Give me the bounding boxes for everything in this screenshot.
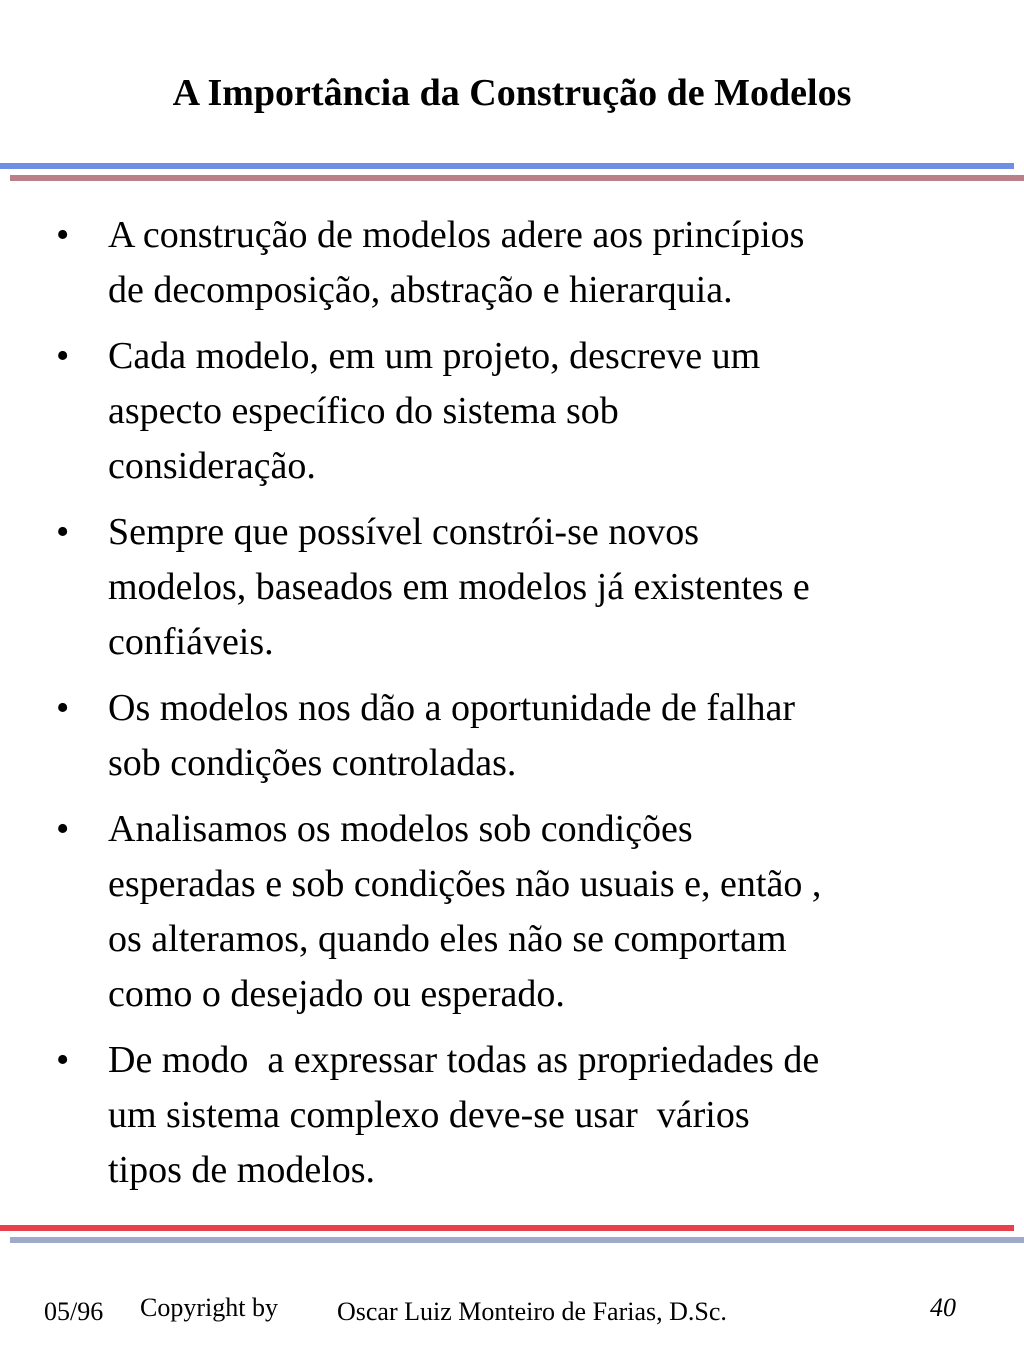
bullet-text-line: De modo a expressar todas as propriedades de <box>108 1039 820 1081</box>
bullet-marker: • <box>56 687 70 729</box>
bullet-text-line: aspecto específico do sistema sob <box>108 390 619 432</box>
bullet-text-line: modelos, baseados em modelos já existentes e <box>108 566 810 608</box>
bullet-text-line: Analisamos os modelos sob condições <box>108 808 693 850</box>
bullet-text-line: A construção de modelos adere aos princípios <box>108 214 805 256</box>
bullet-text-line: consideração. <box>108 445 316 487</box>
footer-author: Oscar Luiz Monteiro de Farias, D.Sc. <box>337 1297 727 1326</box>
bullet-marker: • <box>56 511 70 553</box>
bullet-text-line: confiáveis. <box>108 621 274 663</box>
bullet-text-line: esperadas e sob condições não usuais e, então , <box>108 863 822 905</box>
footer-date: 05/96 <box>44 1297 104 1326</box>
bullet-text-line: Os modelos nos dão a oportunidade de falhar <box>108 687 795 729</box>
bullet-text-line: um sistema complexo deve-se usar vários <box>108 1094 750 1136</box>
bullet-text-line: Cada modelo, em um projeto, descreve um <box>108 335 761 377</box>
bottom-divider-red <box>0 1225 1014 1231</box>
bullet-marker: • <box>56 335 70 377</box>
bullet-list <box>0 208 1024 1209</box>
bullet-item <box>0 329 1024 494</box>
bullet-marker: • <box>56 214 70 256</box>
bullet-marker: • <box>56 808 70 850</box>
bullet-item <box>0 1033 1024 1198</box>
slide-title: A Importância da Construção de Modelos <box>172 72 852 114</box>
bullet-marker: • <box>56 1039 70 1081</box>
bullet-text-line: sob condições controladas. <box>108 742 517 784</box>
top-divider-blue <box>0 163 1014 169</box>
bullet-text-line: Sempre que possível constrói-se novos <box>108 511 700 553</box>
bullet-text-line: de decomposição, abstração e hierarquia. <box>108 269 733 311</box>
top-divider-mauve <box>10 175 1024 181</box>
bullet-text-line: como o desejado ou esperado. <box>108 973 565 1015</box>
bullet-item <box>0 802 1024 1022</box>
page-number: 40 <box>930 1293 956 1322</box>
bullet-item <box>0 681 1024 791</box>
bullet-text-line: tipos de modelos. <box>108 1149 376 1191</box>
bottom-divider-gray <box>10 1237 1024 1243</box>
bullet-text-line: os alteramos, quando eles não se comportam <box>108 918 787 960</box>
footer-copyright: Copyright by <box>140 1293 278 1322</box>
bullet-item <box>0 208 1024 318</box>
bullet-item <box>0 505 1024 670</box>
